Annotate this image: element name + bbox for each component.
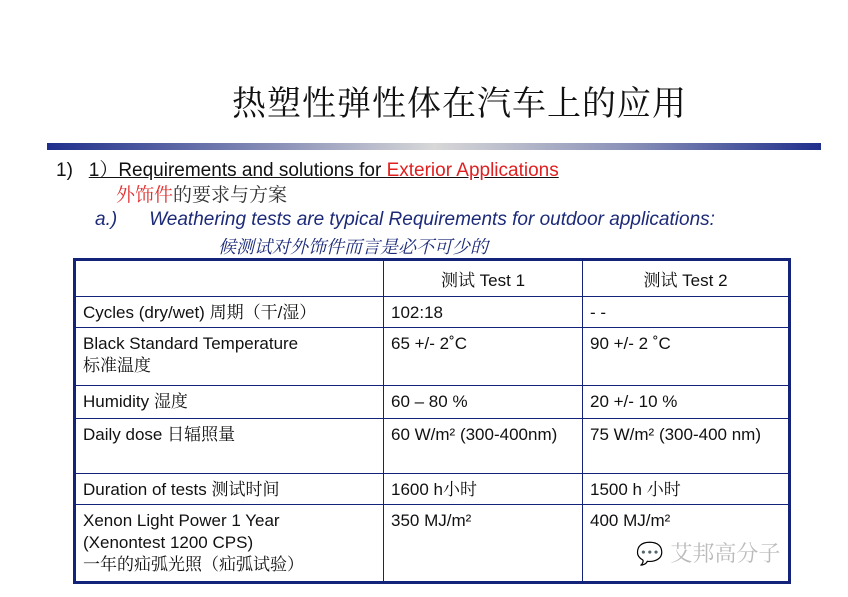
- header-cell: [75, 260, 384, 297]
- section-heading: [56, 155, 559, 182]
- table-cell: 1500 h 小时: [583, 474, 790, 505]
- table-cell: Cycles (dry/wet) 周期（干/湿）: [75, 297, 384, 328]
- watermark-text: 艾邦高分子: [670, 542, 781, 567]
- table-cell: 60 W/m² (300-400nm): [384, 419, 583, 474]
- table-row: [75, 297, 790, 328]
- subheading-highlight: 外饰件: [116, 184, 174, 206]
- table-cell: 90 +/- 2 ˚C: [583, 328, 790, 386]
- table-cell: 102:18: [384, 297, 583, 328]
- point-text: Weathering tests are typical Requirements for outdoor applications:: [149, 209, 715, 230]
- table-cell: 75 W/m² (300-400 nm): [583, 419, 790, 474]
- table-cell: Daily dose 日辐照量: [75, 419, 384, 474]
- watermark: [636, 537, 780, 568]
- table-cell: Humidity 湿度: [75, 386, 384, 419]
- table-header-row: [75, 260, 790, 297]
- table-row: [75, 419, 790, 474]
- table-cell: - -: [583, 297, 790, 328]
- point-cn: 候测试对外饰件而言是必不可少的: [218, 237, 488, 257]
- title-divider: [47, 143, 821, 150]
- table-cell: Xenon Light Power 1 Year (Xenontest 1200 CPS) 一年的疝弧光照（疝弧试验）: [75, 505, 384, 583]
- table-cell: 350 MJ/m²: [384, 505, 583, 583]
- heading-text: [89, 160, 559, 181]
- heading-highlight: Exterior Applications: [386, 160, 559, 181]
- table-row: [75, 328, 790, 386]
- point-label: a.): [95, 209, 118, 230]
- table-cell: 1600 h小时: [384, 474, 583, 505]
- header-cell: 测试 Test 1: [384, 260, 583, 297]
- test-requirements-table: [73, 258, 791, 584]
- table-cell: Black Standard Temperature 标准温度: [75, 328, 384, 386]
- heading-number: 1): [56, 160, 73, 181]
- subheading-rest: 的要求与方案: [173, 184, 288, 206]
- slide-title: 热塑性弹性体在汽车上的应用: [232, 84, 687, 124]
- table-row: [75, 386, 790, 419]
- table-row: [75, 474, 790, 505]
- table-cell: 65 +/- 2˚C: [384, 328, 583, 386]
- table-cell: 20 +/- 10 %: [583, 386, 790, 419]
- header-cell: 测试 Test 2: [583, 260, 790, 297]
- point-a: [95, 209, 715, 231]
- wechat-icon: 💬: [636, 542, 664, 567]
- table-cell: Duration of tests 测试时间: [75, 474, 384, 505]
- heading-prefix: 1）Requirements and solutions for: [88, 160, 387, 181]
- table-cell: 400 MJ/m²: [583, 505, 790, 583]
- table-cell: 60 – 80 %: [384, 386, 583, 419]
- section-subheading: [116, 180, 287, 207]
